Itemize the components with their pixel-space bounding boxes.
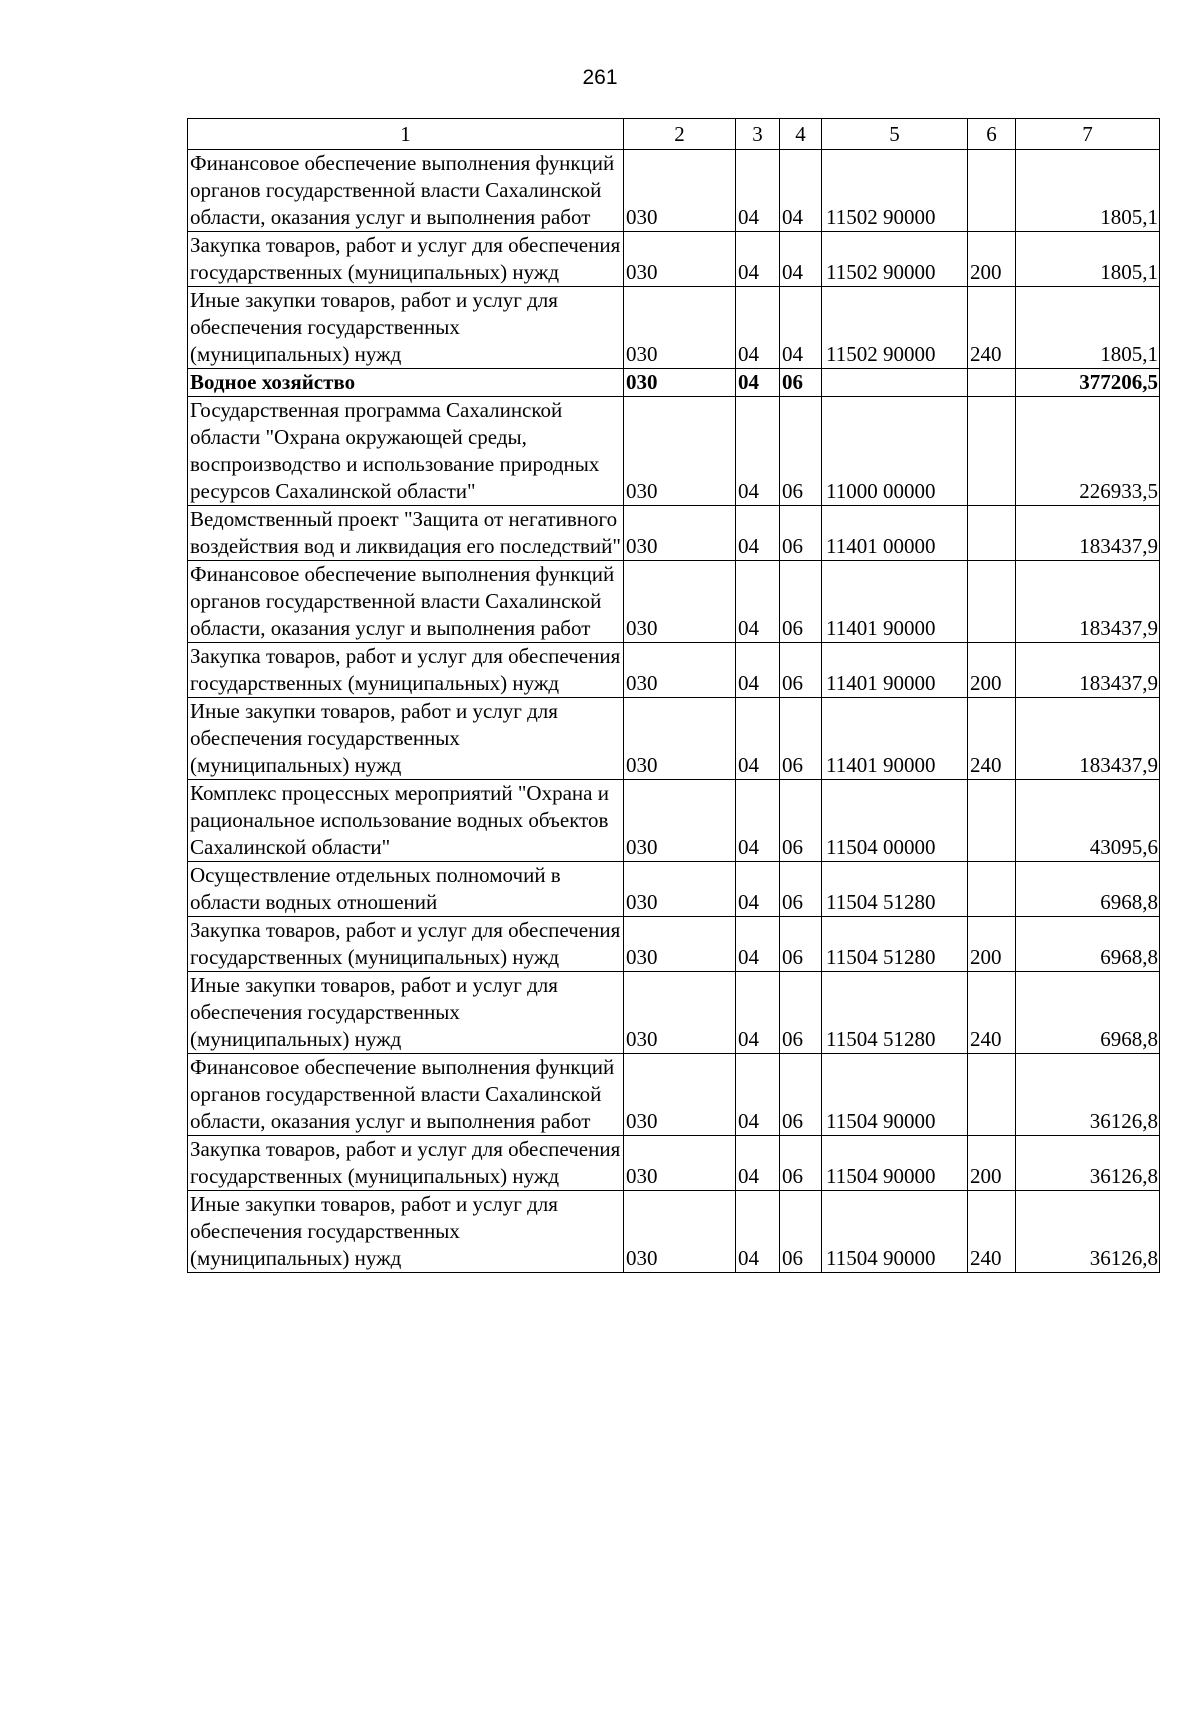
row-section-code: 04 bbox=[736, 698, 780, 780]
row-description: Иные закупки товаров, работ и услуг для обеспечения государственных (муниципальных) нужд bbox=[188, 972, 624, 1054]
row-subsection-code: 06 bbox=[780, 780, 822, 862]
row-section-code: 04 bbox=[736, 561, 780, 643]
row-target-article: 11401 90000 bbox=[822, 561, 968, 643]
table-row bbox=[188, 972, 1160, 1054]
column-header: 6 bbox=[968, 119, 1016, 150]
row-description: Финансовое обеспечение выполнения функций органов государственной власти Сахалинской области, оказания услуг и выполнения работ bbox=[188, 150, 624, 232]
row-target-article: 11504 90000 bbox=[822, 1136, 968, 1191]
row-description: Государственная программа Сахалинской области "Охрана окружающей среды, воспроизводство и использование природных ресурсов Сахалинской области" bbox=[188, 397, 624, 506]
row-subsection-code: 06 bbox=[780, 643, 822, 698]
table-row bbox=[188, 506, 1160, 561]
row-amount: 43095,6 bbox=[1016, 780, 1160, 862]
row-amount: 183437,9 bbox=[1016, 561, 1160, 643]
row-description: Иные закупки товаров, работ и услуг для обеспечения государственных (муниципальных) нужд bbox=[188, 698, 624, 780]
column-header: 4 bbox=[780, 119, 822, 150]
row-section-code: 04 bbox=[736, 232, 780, 287]
row-description: Комплекс процессных мероприятий "Охрана и рациональное использование водных объектов Сахалинской области" bbox=[188, 780, 624, 862]
table-row bbox=[188, 287, 1160, 369]
row-target-article: 11401 00000 bbox=[822, 506, 968, 561]
row-expense-type: 240 bbox=[968, 698, 1016, 780]
row-expense-type: 200 bbox=[968, 1136, 1016, 1191]
row-description: Закупка товаров, работ и услуг для обеспечения государственных (муниципальных) нужд bbox=[188, 643, 624, 698]
row-ministry-code: 030 bbox=[624, 506, 736, 561]
row-target-article: 11504 00000 bbox=[822, 780, 968, 862]
row-expense-type: 240 bbox=[968, 972, 1016, 1054]
table-row bbox=[188, 150, 1160, 232]
table-row bbox=[188, 1054, 1160, 1136]
row-expense-type: 200 bbox=[968, 232, 1016, 287]
row-ministry-code: 030 bbox=[624, 232, 736, 287]
row-amount: 183437,9 bbox=[1016, 698, 1160, 780]
row-subsection-code: 06 bbox=[780, 397, 822, 506]
column-header: 2 bbox=[624, 119, 736, 150]
row-description: Закупка товаров, работ и услуг для обеспечения государственных (муниципальных) нужд bbox=[188, 917, 624, 972]
row-subsection-code: 06 bbox=[780, 917, 822, 972]
row-section-code: 04 bbox=[736, 972, 780, 1054]
row-target-article: 11504 51280 bbox=[822, 862, 968, 917]
page-number: 261 bbox=[582, 66, 618, 89]
row-section-code: 04 bbox=[736, 643, 780, 698]
row-expense-type bbox=[968, 506, 1016, 561]
row-subsection-code: 06 bbox=[780, 862, 822, 917]
row-amount: 36126,8 bbox=[1016, 1136, 1160, 1191]
row-section-code: 04 bbox=[736, 862, 780, 917]
row-amount: 183437,9 bbox=[1016, 506, 1160, 561]
row-description: Закупка товаров, работ и услуг для обеспечения государственных (муниципальных) нужд bbox=[188, 1136, 624, 1191]
row-subsection-code: 06 bbox=[780, 972, 822, 1054]
row-ministry-code: 030 bbox=[624, 1136, 736, 1191]
row-target-article: 11502 90000 bbox=[822, 287, 968, 369]
budget-table bbox=[187, 118, 1160, 1273]
row-description: Ведомственный проект "Защита от негативного воздействия вод и ликвидация его последствий" bbox=[188, 506, 624, 561]
table-row bbox=[188, 397, 1160, 506]
row-target-article: 11401 90000 bbox=[822, 643, 968, 698]
column-header: 1 bbox=[188, 119, 624, 150]
row-subsection-code: 06 bbox=[780, 1136, 822, 1191]
row-expense-type bbox=[968, 862, 1016, 917]
row-expense-type bbox=[968, 780, 1016, 862]
row-section-code: 04 bbox=[736, 917, 780, 972]
row-target-article: 11502 90000 bbox=[822, 232, 968, 287]
column-header: 3 bbox=[736, 119, 780, 150]
row-expense-type bbox=[968, 397, 1016, 506]
table-row bbox=[188, 1136, 1160, 1191]
row-target-article: 11504 51280 bbox=[822, 972, 968, 1054]
table-row bbox=[188, 232, 1160, 287]
row-amount: 6968,8 bbox=[1016, 862, 1160, 917]
row-ministry-code: 030 bbox=[624, 369, 736, 397]
row-section-code: 04 bbox=[736, 1054, 780, 1136]
row-expense-type: 200 bbox=[968, 917, 1016, 972]
row-description: Водное хозяйство bbox=[188, 369, 624, 397]
row-ministry-code: 030 bbox=[624, 972, 736, 1054]
row-ministry-code: 030 bbox=[624, 917, 736, 972]
row-section-code: 04 bbox=[736, 780, 780, 862]
row-description: Финансовое обеспечение выполнения функций органов государственной власти Сахалинской области, оказания услуг и выполнения работ bbox=[188, 1054, 624, 1136]
row-target-article bbox=[822, 369, 968, 397]
row-target-article: 11504 90000 bbox=[822, 1191, 968, 1273]
row-section-code: 04 bbox=[736, 369, 780, 397]
row-amount: 183437,9 bbox=[1016, 643, 1160, 698]
row-subsection-code: 04 bbox=[780, 150, 822, 232]
row-section-code: 04 bbox=[736, 287, 780, 369]
row-expense-type: 240 bbox=[968, 287, 1016, 369]
row-expense-type bbox=[968, 1054, 1016, 1136]
column-header: 7 bbox=[1016, 119, 1160, 150]
row-target-article: 11401 90000 bbox=[822, 698, 968, 780]
row-expense-type bbox=[968, 369, 1016, 397]
row-ministry-code: 030 bbox=[624, 698, 736, 780]
table-row bbox=[188, 1191, 1160, 1273]
row-section-code: 04 bbox=[736, 1191, 780, 1273]
row-subsection-code: 06 bbox=[780, 1054, 822, 1136]
row-description: Закупка товаров, работ и услуг для обеспечения государственных (муниципальных) нужд bbox=[188, 232, 624, 287]
row-target-article: 11502 90000 bbox=[822, 150, 968, 232]
row-subsection-code: 06 bbox=[780, 1191, 822, 1273]
row-section-code: 04 bbox=[736, 506, 780, 561]
row-amount: 377206,5 bbox=[1016, 369, 1160, 397]
table-row bbox=[188, 643, 1160, 698]
row-amount: 1805,1 bbox=[1016, 150, 1160, 232]
table-row bbox=[188, 369, 1160, 397]
column-header: 5 bbox=[822, 119, 968, 150]
row-ministry-code: 030 bbox=[624, 287, 736, 369]
row-ministry-code: 030 bbox=[624, 1054, 736, 1136]
row-description: Иные закупки товаров, работ и услуг для обеспечения государственных (муниципальных) нужд bbox=[188, 1191, 624, 1273]
row-subsection-code: 06 bbox=[780, 506, 822, 561]
row-amount: 6968,8 bbox=[1016, 972, 1160, 1054]
row-target-article: 11504 51280 bbox=[822, 917, 968, 972]
row-ministry-code: 030 bbox=[624, 561, 736, 643]
row-ministry-code: 030 bbox=[624, 150, 736, 232]
row-section-code: 04 bbox=[736, 150, 780, 232]
row-target-article: 11504 90000 bbox=[822, 1054, 968, 1136]
row-amount: 36126,8 bbox=[1016, 1191, 1160, 1273]
row-subsection-code: 04 bbox=[780, 232, 822, 287]
table-row bbox=[188, 780, 1160, 862]
row-ministry-code: 030 bbox=[624, 1191, 736, 1273]
table-row bbox=[188, 561, 1160, 643]
row-section-code: 04 bbox=[736, 397, 780, 506]
row-subsection-code: 06 bbox=[780, 698, 822, 780]
row-expense-type bbox=[968, 561, 1016, 643]
row-ministry-code: 030 bbox=[624, 397, 736, 506]
row-description: Осуществление отдельных полномочий в области водных отношений bbox=[188, 862, 624, 917]
row-subsection-code: 06 bbox=[780, 369, 822, 397]
row-expense-type: 240 bbox=[968, 1191, 1016, 1273]
row-description: Иные закупки товаров, работ и услуг для обеспечения государственных (муниципальных) нужд bbox=[188, 287, 624, 369]
table-row bbox=[188, 698, 1160, 780]
row-expense-type: 200 bbox=[968, 643, 1016, 698]
row-section-code: 04 bbox=[736, 1136, 780, 1191]
row-amount: 1805,1 bbox=[1016, 287, 1160, 369]
row-target-article: 11000 00000 bbox=[822, 397, 968, 506]
row-subsection-code: 06 bbox=[780, 561, 822, 643]
table-row bbox=[188, 917, 1160, 972]
row-amount: 1805,1 bbox=[1016, 232, 1160, 287]
row-expense-type bbox=[968, 150, 1016, 232]
table-header-row bbox=[188, 119, 1160, 150]
row-description: Финансовое обеспечение выполнения функций органов государственной власти Сахалинской области, оказания услуг и выполнения работ bbox=[188, 561, 624, 643]
table-row bbox=[188, 862, 1160, 917]
row-amount: 36126,8 bbox=[1016, 1054, 1160, 1136]
row-amount: 6968,8 bbox=[1016, 917, 1160, 972]
row-amount: 226933,5 bbox=[1016, 397, 1160, 506]
row-ministry-code: 030 bbox=[624, 862, 736, 917]
row-ministry-code: 030 bbox=[624, 643, 736, 698]
row-ministry-code: 030 bbox=[624, 780, 736, 862]
row-subsection-code: 04 bbox=[780, 287, 822, 369]
